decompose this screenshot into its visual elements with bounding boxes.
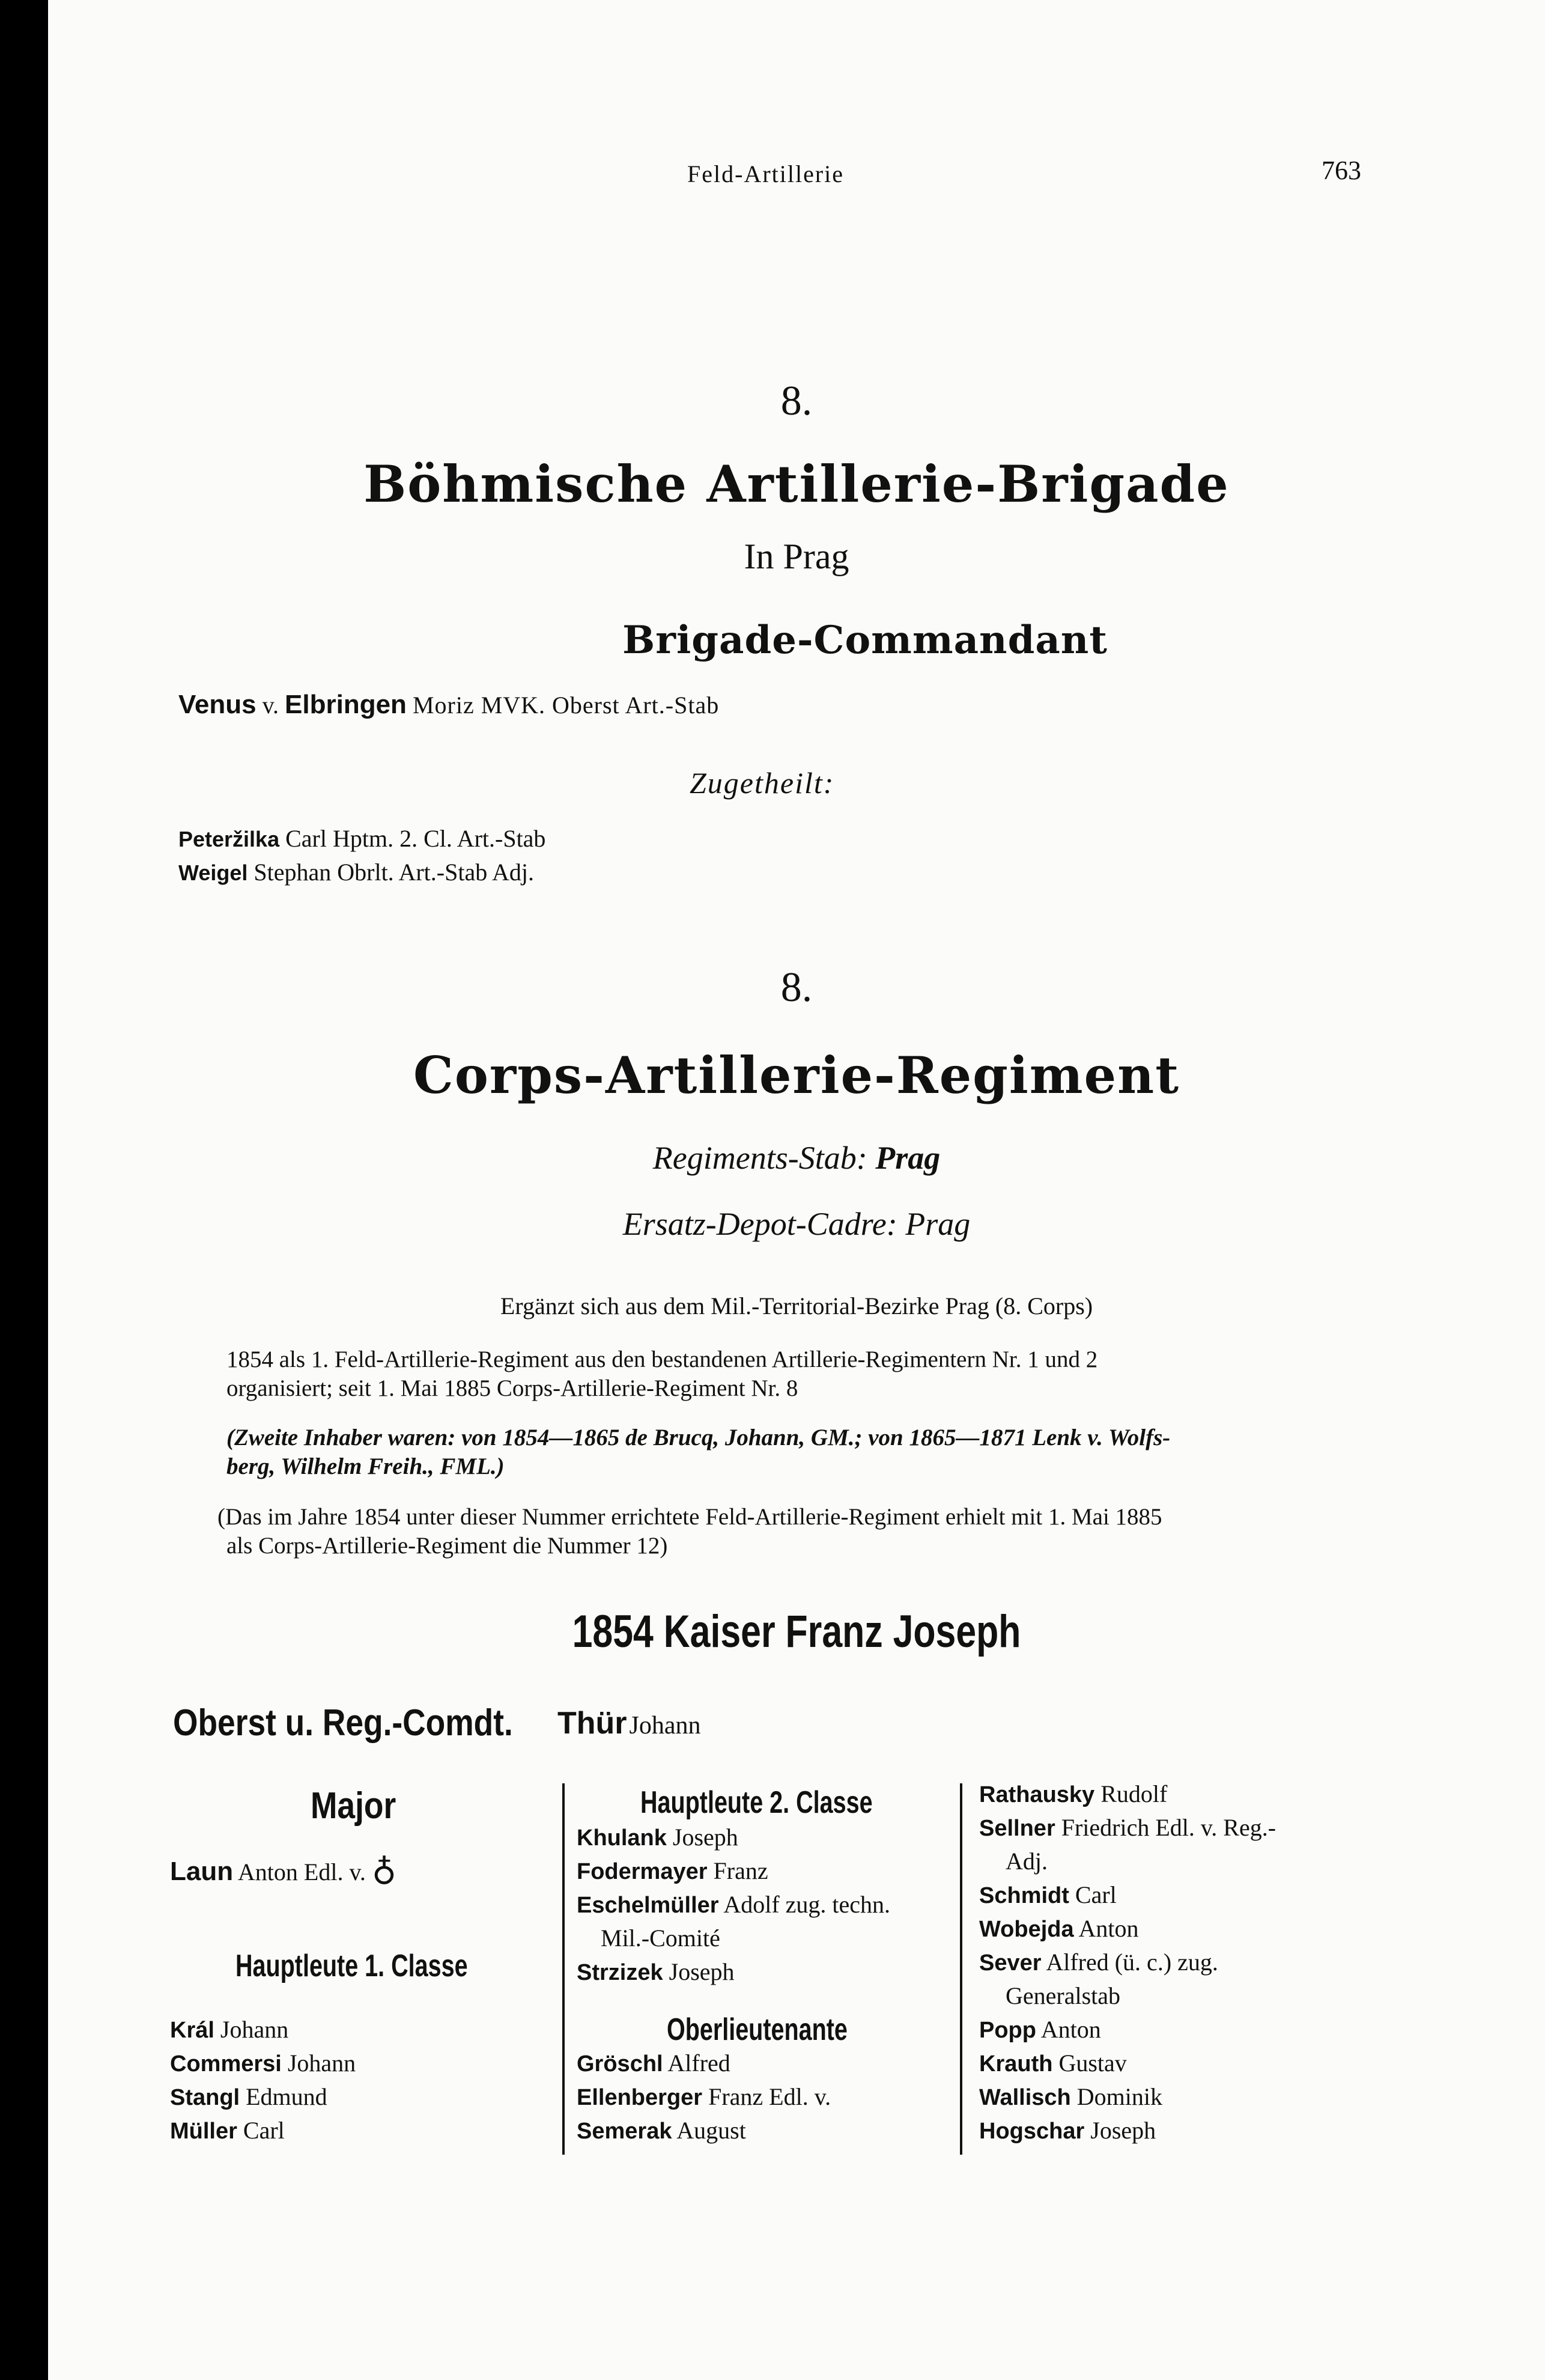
list-item	[979, 2015, 1101, 2044]
list-item	[979, 2116, 1156, 2144]
person-name: Strzizek	[577, 1960, 663, 1985]
attached-rest: Stephan Obrlt. Art.-Stab Adj.	[253, 859, 535, 886]
person-rest: Alfred (ü. c.) zug.	[1046, 1949, 1218, 1976]
list-item	[979, 2049, 1127, 2077]
commandant-heading: Brigade-Commandant	[622, 618, 1108, 663]
list-item-continuation	[1006, 1982, 1120, 2010]
person-name: Commersi	[170, 2051, 282, 2077]
brigade-title: Böhmische Artillerie-Brigade	[363, 454, 1230, 514]
captains1-heading: Hauptleute 1. Classe	[235, 1949, 468, 1983]
commandant-rest: Moriz MVK. Oberst Art.-Stab	[412, 692, 720, 719]
list-item	[979, 1813, 1276, 1842]
person-rest: Franz	[713, 1857, 768, 1884]
person-rest: Franz Edl. v.	[708, 2083, 831, 2110]
list-item	[577, 1857, 768, 1885]
column-divider	[960, 1783, 962, 2155]
note-line: als Corps-Artillerie-Regiment die Nummer 12)	[226, 1533, 668, 1559]
list-item	[577, 2116, 746, 2144]
major-name: Laun	[170, 1857, 234, 1886]
list-item	[577, 1890, 890, 1919]
depot-line: Ersatz-Depot-Cadre: Prag	[622, 1206, 971, 1242]
list-item	[170, 2083, 327, 2111]
column-divider	[562, 1783, 565, 2155]
person-rest: Alfred	[667, 2050, 730, 2077]
person-rest: Anton	[1040, 2016, 1101, 2043]
staff-label: Regiments-Stab:	[652, 1140, 867, 1176]
captains2-heading: Hauptleute 2. Classe	[640, 1785, 873, 1820]
commandant-surname: Venus	[178, 690, 256, 719]
staff-line	[48, 1139, 1545, 1176]
attached-rest: Carl Hptm. 2. Cl. Art.-Stab	[285, 825, 546, 852]
person-name: Rathausky	[979, 1782, 1095, 1807]
major-rest: Anton Edl. v.	[237, 1858, 366, 1885]
person-name: Khulank	[577, 1825, 667, 1851]
decoration-symbol: ♁	[371, 1851, 396, 1888]
list-item	[577, 1958, 735, 1986]
person-rest: Joseph	[1090, 2117, 1156, 2144]
regiment-title: Corps-Artillerie-Regiment	[413, 1045, 1180, 1105]
attached-heading: Zugetheilt:	[690, 766, 835, 800]
history-line: organisiert; seit 1. Mai 1885 Corps-Artillerie-Regiment Nr. 8	[226, 1375, 798, 1401]
commandant-particle: v.	[262, 692, 279, 719]
major-row	[170, 1849, 396, 1888]
person-rest: Rudolf	[1100, 1780, 1168, 1807]
attached-row	[178, 824, 545, 853]
history-line: 1854 als 1. Feld-Artillerie-Regiment aus den bestandenen Artillerie-Regimentern Nr. 1 und 2	[226, 1347, 1098, 1372]
person-name: Sellner	[979, 1816, 1055, 1841]
commandant-line	[178, 690, 719, 720]
person-name: Schmidt	[979, 1883, 1069, 1908]
recruitment-line: Ergänzt sich aus dem Mil.-Territorial-Bezirke Prag (8. Corps)	[500, 1292, 1093, 1319]
person-name: Král	[170, 2018, 214, 2043]
person-rest: Friedrich Edl. v. Reg.-	[1061, 1814, 1276, 1841]
list-item	[170, 2049, 356, 2077]
regiment-owner: 1854 Kaiser Franz Joseph	[572, 1606, 1021, 1657]
person-name: Krauth	[979, 2051, 1053, 2077]
owners-line: (Zweite Inhaber waren: von 1854—1865 de Brucq, Johann, GM.; von 1865—1871 Lenk v. Wolfs-	[226, 1425, 1171, 1450]
person-rest: Johann	[220, 2016, 289, 2043]
person-rest: Adj.	[1006, 1848, 1048, 1875]
brigade-number: 8.	[780, 378, 813, 424]
first-lt-heading: Oberlieutenante	[667, 2012, 848, 2047]
major-heading: Major	[311, 1785, 396, 1827]
staff-place: Prag	[875, 1140, 941, 1176]
list-item	[170, 2116, 285, 2144]
list-item	[577, 2049, 730, 2077]
list-item	[577, 1823, 738, 1851]
person-name: Stangl	[170, 2085, 240, 2110]
person-rest: Mil.-Comité	[601, 1925, 720, 1952]
person-name: Eschelmüller	[577, 1893, 719, 1918]
person-rest: Gustav	[1058, 2050, 1127, 2077]
person-rest: Edmund	[246, 2083, 327, 2110]
list-item	[170, 2015, 288, 2044]
person-rest: Joseph	[669, 1958, 735, 1985]
person-name: Fodermayer	[577, 1859, 708, 1884]
brigade-location: In Prag	[744, 537, 849, 576]
note-line: (Das im Jahre 1854 unter dieser Nummer errichtete Feld-Artillerie-Regiment erhielt mit 1. Mai 1885	[217, 1504, 1162, 1530]
attached-name: Weigel	[178, 860, 248, 885]
person-name: Gröschl	[577, 2051, 663, 2077]
person-rest: Dominik	[1076, 2083, 1162, 2110]
colonel-name: Thür	[557, 1706, 627, 1741]
person-rest: Joseph	[672, 1824, 738, 1851]
attached-name: Peteržilka	[178, 827, 280, 851]
list-item	[979, 2083, 1162, 2111]
attached-row	[178, 858, 534, 886]
person-name: Wobejda	[979, 1917, 1074, 1942]
list-item	[577, 2083, 831, 2111]
owners-line: berg, Wilhelm Freih., FML.)	[226, 1453, 505, 1479]
person-name: Hogschar	[979, 2119, 1085, 2144]
person-name: Semerak	[577, 2119, 672, 2144]
person-rest: Adolf zug. techn.	[723, 1891, 891, 1918]
running-title: Feld-Artillerie	[687, 160, 845, 187]
person-name: Sever	[979, 1950, 1042, 1976]
colonel-label: Oberst u. Reg.-Comdt.	[173, 1702, 513, 1744]
colonel-given: Johann	[629, 1712, 701, 1739]
commandant-surname2: Elbringen	[285, 690, 407, 719]
list-item-continuation	[601, 1924, 720, 1952]
person-rest: August	[676, 2117, 746, 2144]
colonel-line	[557, 1705, 701, 1741]
person-rest: Carl	[243, 2117, 285, 2144]
list-item	[979, 1914, 1138, 1943]
list-item-continuation	[1006, 1847, 1048, 1875]
page-number: 763	[1322, 156, 1361, 185]
list-item	[979, 1780, 1167, 1808]
person-name: Popp	[979, 2018, 1036, 2043]
list-item	[979, 1881, 1117, 1909]
person-name: Ellenberger	[577, 2085, 703, 2110]
person-rest: Anton	[1078, 1915, 1139, 1942]
person-rest: Generalstab	[1006, 1982, 1121, 2009]
person-rest: Carl	[1075, 1881, 1117, 1908]
page	[48, 0, 1545, 2380]
list-item	[979, 1948, 1218, 1976]
regiment-number: 8.	[780, 964, 813, 1011]
person-name: Müller	[170, 2119, 237, 2144]
person-name: Wallisch	[979, 2085, 1071, 2110]
person-rest: Johann	[287, 2050, 356, 2077]
